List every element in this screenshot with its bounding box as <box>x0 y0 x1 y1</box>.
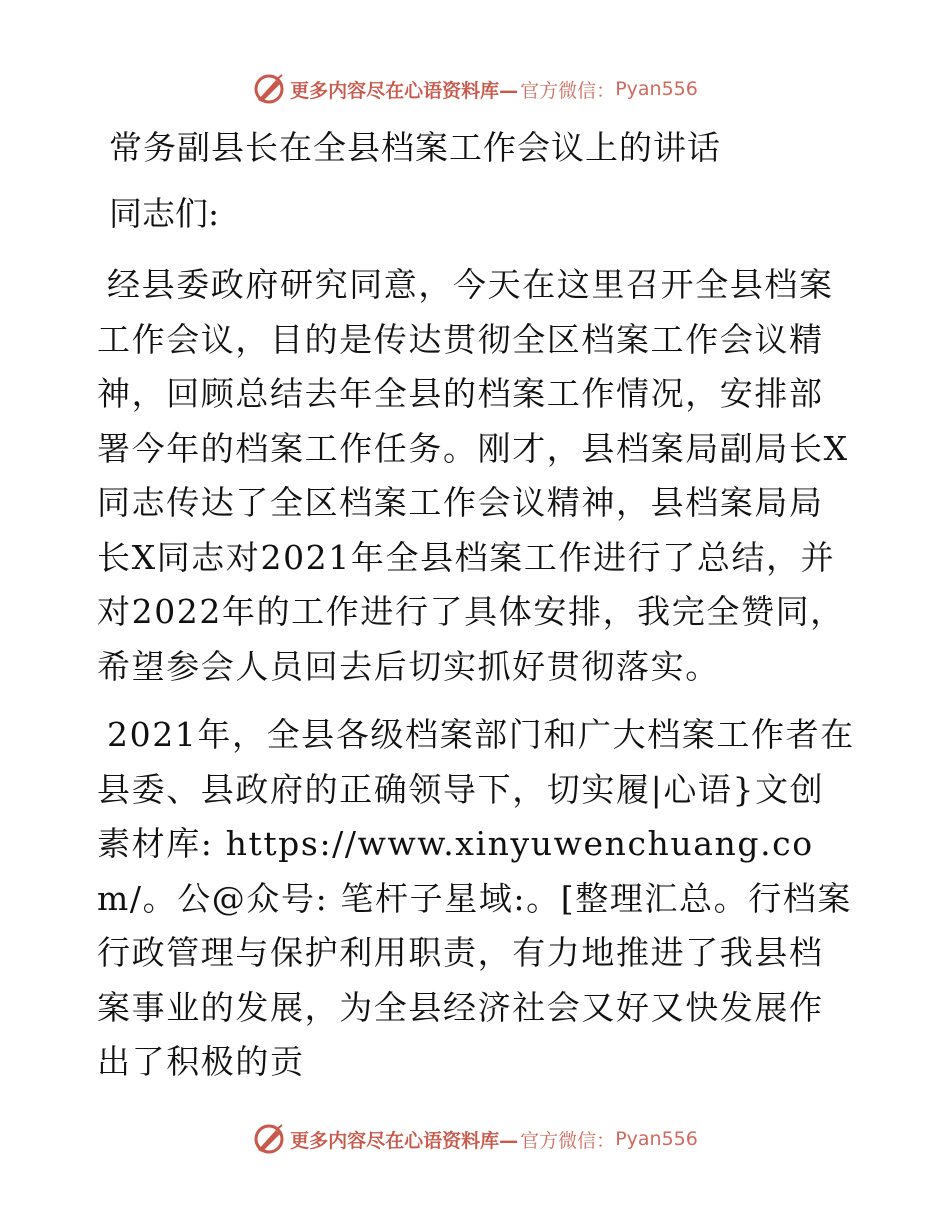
header-banner <box>0 72 950 106</box>
banner-wechat-id: Pyan556 <box>615 78 698 100</box>
banner-wechat-id: Pyan556 <box>615 1128 698 1150</box>
banner-wechat-label: 官方微信： <box>520 1129 616 1152</box>
document-body <box>97 124 857 1104</box>
paragraph-1: 经县委政府研究同意，今天在这里召开全县档案工作会议，目的是传达贯彻全区档案工作会议精神，回顾总结去年全县的档案工作情况，安排部署今年的档案工作任务。刚才，县档案局副局长X同志传达了全区档案工作会议精神，县档案局局长X同志对2021年全县档案工作进行了总结，并对2022年的工作进行了具体安排，我完全赞同，希望参会人员回去后切实抓好贯彻落实。 <box>97 265 849 686</box>
document-title: 常务副县长在全县档案工作会议上的讲话 <box>109 128 721 167</box>
salutation: 同志们: <box>109 194 220 233</box>
banner-text: 更多内容尽在心语资料库— <box>290 79 519 102</box>
footer-banner <box>0 1122 950 1156</box>
pen-logo-icon <box>252 72 286 106</box>
paragraph-2: 2021年，全县各级档案部门和广大档案工作者在县委、县政府的正确领导下，切实履|心语}文创素材库: https://www.xinyuwenchuang.com/。公@众号: 笔杆子星域:。[整理汇总。行档案行政管理与保护利用职责，有力地推进了我县档案事业的发展，为全县经济社会又好又快发展作出了积极的贡 <box>97 715 855 1081</box>
banner-text: 更多内容尽在心语资料库— <box>290 1129 519 1152</box>
banner-wechat-label: 官方微信： <box>520 79 616 102</box>
pen-logo-icon <box>252 1122 286 1156</box>
